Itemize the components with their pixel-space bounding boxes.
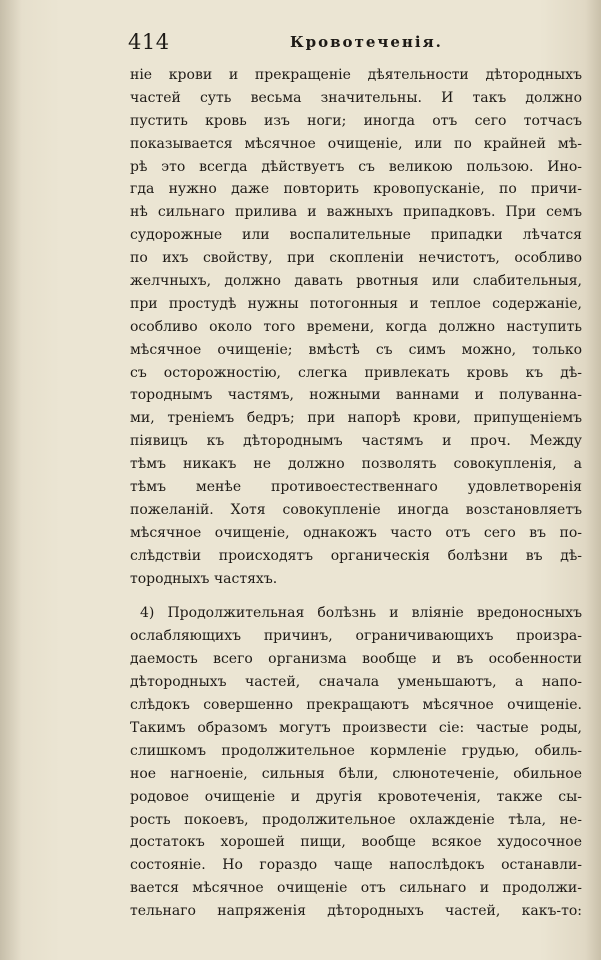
text-line: мѣсячное очищеніе; вмѣстѣ съ симъ можно, только <box>130 341 582 358</box>
text-line: родовое очищеніе и другія кровотеченія, также сы- <box>130 788 582 805</box>
text-line: достатокъ хорошей пищи, вообще всякое худосочное <box>130 834 582 851</box>
page-number: 414 <box>128 30 170 54</box>
text-line: желчныхъ, должно давать рвотныя или слабительныя, <box>130 273 582 290</box>
text-line: пустить кровь изъ ноги; иногда отъ сего тотчасъ <box>130 112 582 129</box>
text-line: слѣдствіи происходятъ органическія болѣзни въ дѣ- <box>130 547 582 564</box>
text-line: показывается мѣсячное очищеніе, или по крайней мѣ- <box>130 135 582 152</box>
text-line: рость покоевъ, продолжительное охлажденіе тѣла, не- <box>130 811 582 828</box>
text-line: тороднымъ частямъ, ножными ваннами и полуванна- <box>130 387 582 404</box>
text-line: гда нужно даже повторить кровопусканіе, по причи- <box>130 181 582 198</box>
text-line: піявицъ къ дѣтороднымъ частямъ и проч. Между <box>130 433 582 450</box>
text-line: состояніе. Но гораздо чаще напослѣдокъ останавли- <box>130 857 582 874</box>
text-line: слишкомъ продолжительное кормленіе грудью, обиль- <box>130 742 582 759</box>
text-line: по ихъ свойству, при скопленіи нечистотъ, особливо <box>130 250 582 267</box>
text-line: съ осторожностію, слегка привлекать кровь къ дѣ- <box>130 364 582 381</box>
text-line: ми, треніемъ бедръ; при напорѣ крови, припущеніемъ <box>130 410 582 427</box>
text-line: вается мѣсячное очищеніе отъ сильнаго и продолжи- <box>130 880 582 897</box>
text-line: нѣ сильнаго прилива и важныхъ припадковъ. При семъ <box>130 204 582 221</box>
text-line: пожеланій. Хотя совокупленіе иногда возстановляетъ <box>130 501 582 518</box>
text-line: тородныхъ частяхъ. <box>130 570 278 587</box>
paragraph-1 <box>130 64 582 590</box>
text-line: рѣ это всегда дѣйствуетъ съ великою пользою. Ино- <box>130 158 582 175</box>
text-line: ніе крови и прекращеніе дѣятельности дѣтородныхъ <box>130 67 582 83</box>
text-line: частей суть весьма значительны. И такъ должно <box>130 89 582 106</box>
paragraph-gap <box>130 590 582 602</box>
page-header <box>128 30 583 60</box>
text-line: тельнаго напряженія дѣтородныхъ частей, какъ-то: <box>130 903 582 920</box>
text-line: даемость всего организма вообще и въ особенности <box>130 651 582 668</box>
text-line: тѣмъ никакъ не должно позволять совокупленія, а <box>130 456 582 473</box>
paragraph-2 <box>130 602 582 922</box>
text-line: 4) Продолжительная болѣзнь и вліяніе вредоносныхъ <box>140 605 582 622</box>
text-line: Такимъ образомъ могутъ произвести сіе: частые роды, <box>130 719 582 736</box>
text-line: ное нагноеніе, сильныя бѣли, слюнотеченіе, обильное <box>130 765 582 782</box>
text-line: особливо около того времени, когда должно наступить <box>130 318 582 335</box>
text-line: при простудѣ нужны потогонныя и теплое содержаніе, <box>130 295 582 312</box>
text-line: тѣмъ менѣе противоестественнаго удовлетворенія <box>130 479 582 496</box>
text-line: мѣсячное очищеніе, однакожъ часто отъ сего въ по- <box>130 524 582 541</box>
text-line: дѣтородныхъ частей, сначала уменьшаютъ, а напо- <box>130 674 582 691</box>
page-body <box>130 64 582 923</box>
text-line: судорожные или воспалительные припадки лѣчатся <box>130 227 582 244</box>
text-line: ослабляющихъ причинъ, ограничивающихъ произра- <box>130 628 582 645</box>
running-title: Кровотеченія. <box>290 33 443 51</box>
text-line: слѣдокъ совершенно прекращаютъ мѣсячное очищеніе. <box>130 697 582 714</box>
